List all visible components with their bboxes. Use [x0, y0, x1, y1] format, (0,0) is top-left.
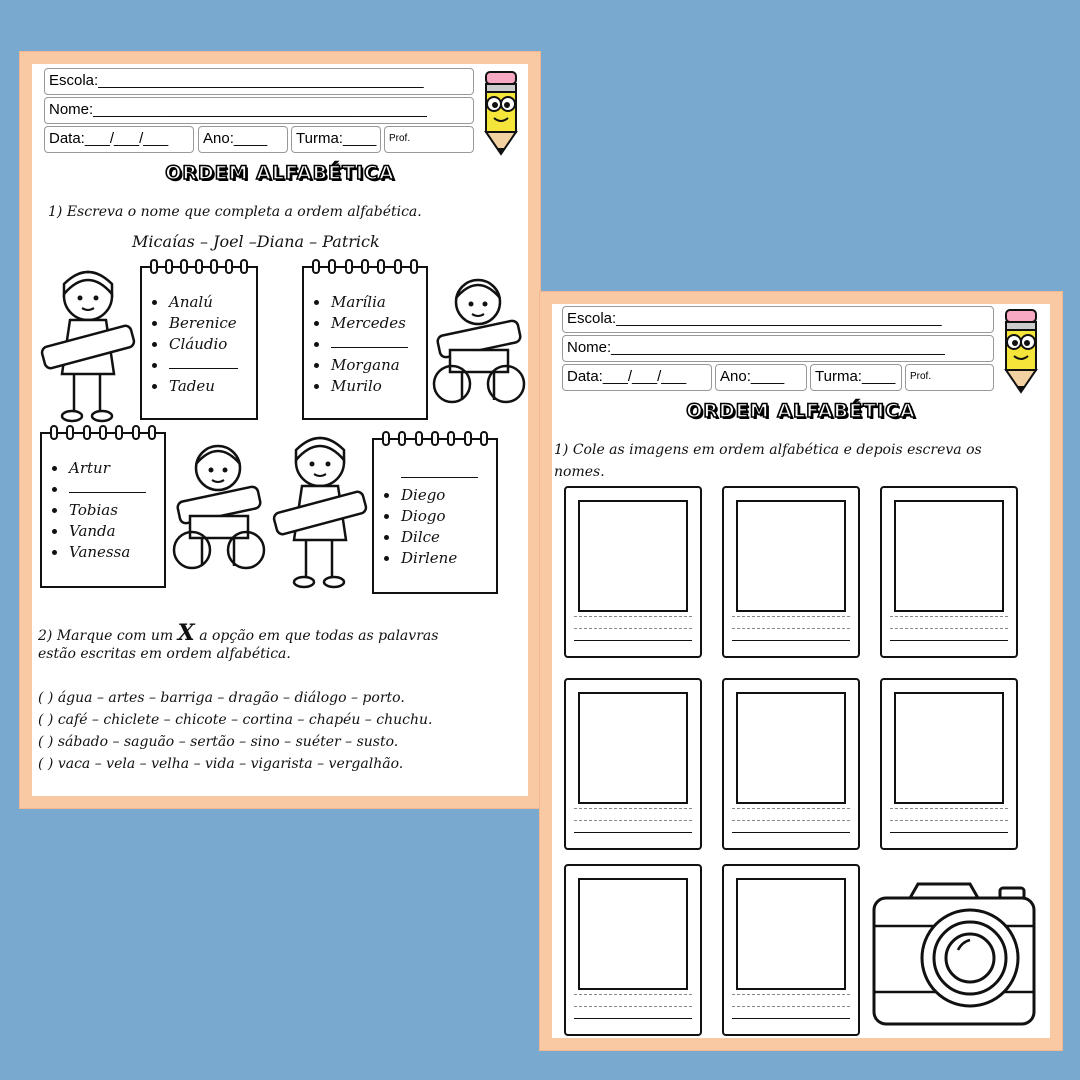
option-3[interactable]: ( ) sábado – saguão – sertão – sino – suéter – susto. [38, 734, 399, 750]
question-2-text: a opção em que todas as palavras [199, 628, 439, 644]
notebook-rings [382, 431, 488, 447]
question-2-text: 2) Marque com um [38, 628, 174, 644]
ano-field[interactable]: Ano:____ [198, 126, 288, 153]
notebook-item: Diogo [401, 507, 446, 525]
notebook-item: Tadeu [169, 377, 215, 395]
photo-frame[interactable] [722, 864, 860, 1036]
notebook-item: Artur [69, 459, 110, 477]
girl-with-pencil-illustration [270, 430, 368, 590]
worksheet-1-page [32, 64, 528, 796]
notebook-item: Dirlene [401, 549, 458, 567]
data-field[interactable]: Data:___/___/___ [562, 364, 712, 391]
photo-frame[interactable] [564, 678, 702, 850]
notebook-item: Analú [169, 293, 213, 311]
photo-frame[interactable] [564, 864, 702, 1036]
prof-field[interactable]: Prof. [905, 364, 994, 391]
notebook-item: Cláudio [169, 335, 228, 353]
escola-field[interactable]: Escola:_______________________________________ [562, 306, 994, 333]
prof-field[interactable]: Prof. [384, 126, 474, 153]
photo-frame[interactable] [880, 486, 1018, 658]
answer-blank[interactable] [401, 477, 478, 478]
notebook-item: Marília [331, 293, 386, 311]
photo-frame[interactable] [722, 678, 860, 850]
ano-field[interactable]: Ano:____ [715, 364, 807, 391]
worksheet-1 [20, 52, 540, 808]
escola-field[interactable]: Escola:_______________________________________ [44, 68, 474, 95]
data-field[interactable]: Data:___/___/___ [44, 126, 194, 153]
question-1: 1) Escreva o nome que completa a ordem alfabética. [48, 204, 422, 220]
nome-field[interactable]: Nome:________________________________________ [44, 97, 474, 124]
notebook-item: Vanda [69, 522, 116, 540]
boy-in-wheelchair-illustration [432, 272, 526, 412]
notebook-3 [40, 432, 166, 588]
boy-in-wheelchair-illustration [172, 438, 266, 578]
nome-field[interactable]: Nome:________________________________________ [562, 335, 994, 362]
option-2[interactable]: ( ) café – chiclete – chicote – cortina – chapéu – chuchu. [38, 712, 433, 728]
option-1[interactable]: ( ) água – artes – barriga – dragão – diálogo – porto. [38, 690, 405, 706]
notebook-4 [372, 438, 498, 594]
notebook-item: Berenice [169, 314, 237, 332]
turma-field[interactable]: Turma:____ [291, 126, 381, 153]
notebook-item: Vanessa [69, 543, 131, 561]
x-mark: X [177, 620, 195, 646]
notebook-1 [140, 266, 258, 420]
worksheet-2 [540, 292, 1062, 1050]
photo-frame[interactable] [722, 486, 860, 658]
pencil-mascot-icon [998, 308, 1044, 394]
worksheet-title: ORDEM ALFABÉTICA [686, 400, 916, 422]
photo-frame[interactable] [880, 678, 1018, 850]
question-2 [38, 620, 438, 646]
worksheet-title: ORDEM ALFABÉTICA [165, 162, 395, 184]
question-1: 1) Cole as imagens em ordem alfabética e depois escreva os [554, 442, 982, 458]
question-1-line-2: nomes. [554, 464, 605, 480]
camera-icon [870, 880, 1040, 1030]
answer-blank[interactable] [69, 492, 146, 493]
notebook-item: Dilce [401, 528, 440, 546]
notebook-item: Tobias [69, 501, 118, 519]
answer-blank[interactable] [169, 368, 238, 369]
girl-with-pencil-illustration [38, 264, 136, 424]
question-2-line-2: estão escritas em ordem alfabética. [38, 646, 291, 662]
pencil-mascot-icon [478, 70, 524, 156]
photo-frame[interactable] [564, 486, 702, 658]
answer-blank[interactable] [331, 347, 408, 348]
notebook-2 [302, 266, 428, 420]
notebook-rings [50, 425, 156, 441]
option-4[interactable]: ( ) vaca – vela – velha – vida – vigarista – vergalhão. [38, 756, 404, 772]
notebook-item: Morgana [331, 356, 400, 374]
notebook-item: Mercedes [331, 314, 406, 332]
notebook-rings [312, 259, 418, 275]
notebook-item: Diego [401, 486, 446, 504]
names-to-place: Micaías – Joel –Diana – Patrick [132, 232, 380, 251]
turma-field[interactable]: Turma:____ [810, 364, 902, 391]
notebook-rings [150, 259, 248, 275]
worksheet-2-page [552, 304, 1050, 1038]
notebook-item: Murilo [331, 377, 382, 395]
